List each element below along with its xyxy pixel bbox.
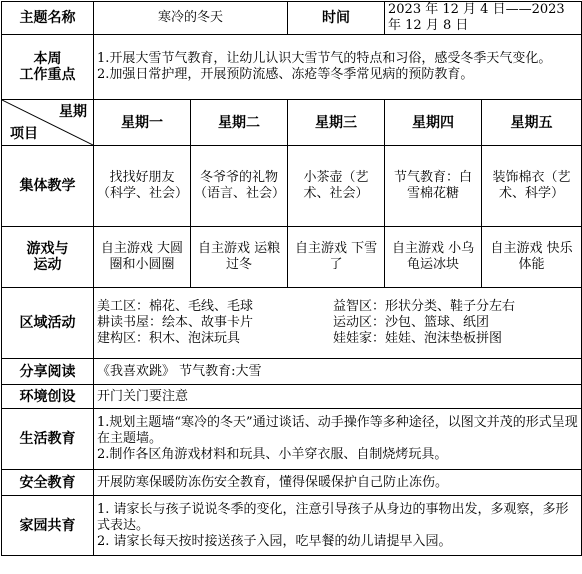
games-friday: 自主游戏 快乐体能 [482,227,582,288]
weekday-wednesday: 星期三 [288,100,385,146]
focus-item: 1.开展大雪节气教育，让幼儿认识大雪节气的特点和习俗，感受冬季天气变化。 [97,51,552,66]
header-row [2,2,582,35]
environment-value: 开门关门要注意 [94,385,582,409]
focus-item: 2.加强日常护理，开展预防流感、冻疮等冬季常见病的预防教育。 [97,67,474,82]
weekday-thursday: 星期四 [385,100,482,146]
reading-label: 分享阅读 [2,359,94,385]
games-label [2,227,94,288]
group-teaching-label: 集体教学 [2,146,94,227]
focus-label [2,35,94,100]
safety-value: 开展防寒保暖防冻伤安全教育，懂得保暖保护自己防止冻伤。 [94,470,582,496]
group-teaching-friday: 装饰棉衣（艺术、科学） [482,146,582,227]
games-tuesday: 自主游戏 运粮过冬 [191,227,288,288]
games-thursday: 自主游戏 小乌龟运冰块 [385,227,482,288]
focus-content [94,35,582,100]
area-sports: 运动区：沙包、篮球、纸团 [333,315,490,330]
reading-row [2,359,582,385]
area-reading: 耕读书屋：绘本、故事卡片 [97,315,254,330]
life-content [94,409,582,470]
weekday-monday: 星期一 [94,100,191,146]
life-label: 生活教育 [2,409,94,470]
weekly-plan-table [1,1,582,556]
home-content [94,496,582,556]
weekday-row [2,100,582,146]
corner-weekday-label: 星期 [59,104,87,120]
life-row [2,409,582,470]
group-teaching-wednesday: 小茶壶（艺术、社会） [288,146,385,227]
focus-row [2,35,582,100]
reading-value: 《我喜欢跳》 节气教育:大雪 [94,359,582,385]
area-puzzle: 益智区：形状分类、鞋子分左右 [333,299,516,314]
area-building: 建构区：积木、泡沫玩具 [97,331,241,346]
games-label-line1: 游戏与 [26,241,69,257]
home-label: 家园共育 [2,496,94,556]
life-item: 1.规划主题墙“寒冷的冬天”通过谈话、动手操作等多种途径，以图文并茂的形式呈现在主题墙。 [97,415,578,446]
corner-cell [2,100,94,146]
games-monday: 自主游戏 大圆圈和小圆圈 [94,227,191,288]
focus-label-line1: 本周 [33,51,62,67]
weekday-tuesday: 星期二 [191,100,288,146]
safety-row [2,470,582,496]
theme-label: 主题名称 [2,2,94,35]
corner-item-label: 项目 [10,126,38,142]
games-row [2,227,582,288]
area-art: 美工区：棉花、毛线、毛球 [97,299,254,314]
theme-value: 寒冷的冬天 [94,2,288,35]
home-item: 1. 请家长与孩子说说冬季的变化，注意引导孩子从身边的事物出发，多观察，多形式表达。 [97,501,569,533]
areas-label: 区域活动 [2,288,94,359]
group-teaching-row [2,146,582,227]
environment-row [2,385,582,409]
safety-label: 安全教育 [2,470,94,496]
games-wednesday: 自主游戏 下雪了 [288,227,385,288]
weekday-friday: 星期五 [482,100,582,146]
focus-label-line2: 工作重点 [19,67,76,83]
home-row [2,496,582,556]
life-item: 2.制作各区角游戏材料和玩具、小羊穿衣服、自制烧烤玩具。 [97,447,448,462]
group-teaching-tuesday: 冬爷爷的礼物（语言、社会） [191,146,288,227]
areas-grid [97,299,578,347]
time-value: 2023 年 12 月 4 日——2023 年 12 月 8 日 [385,2,582,35]
environment-label: 环境创设 [2,385,94,409]
areas-row [2,288,582,359]
area-dollhouse: 娃娃家：娃娃、泡沫垫板拼图 [333,331,503,346]
areas-content [94,288,582,359]
time-label: 时间 [288,2,385,35]
games-label-line2: 运动 [33,257,62,273]
group-teaching-thursday: 节气教育：白雪棉花糖 [385,146,482,227]
home-item: 2. 请家长每天按时接送孩子入园，吃早餐的幼儿请提早入园。 [97,533,452,549]
group-teaching-monday: 找找好朋友（科学、社会） [94,146,191,227]
